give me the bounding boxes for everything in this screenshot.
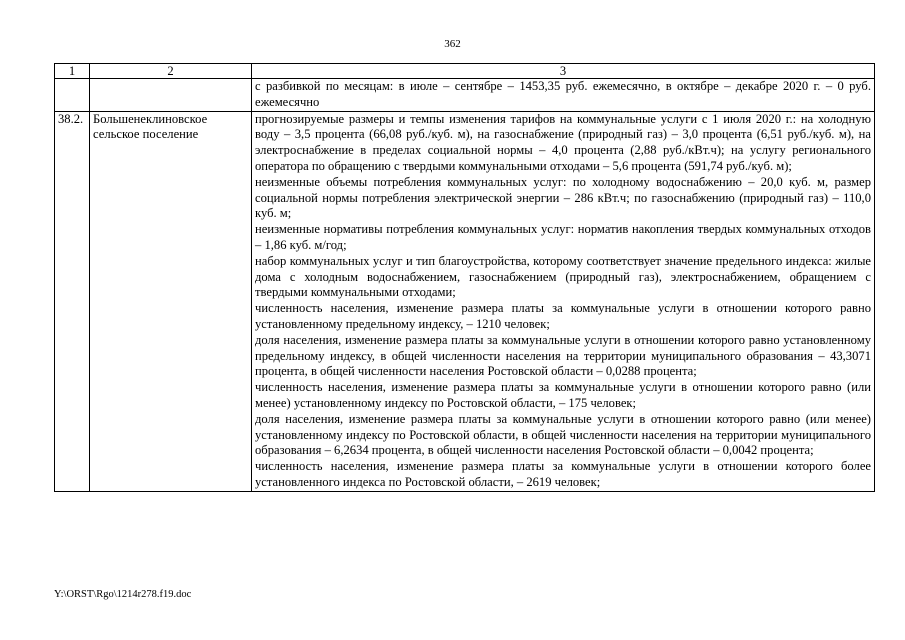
page-number: 362	[444, 38, 461, 50]
table-row-38-2	[55, 111, 875, 491]
column-header-1: 1	[55, 64, 90, 79]
parameter-paragraph: численность населения, изменение размера платы за коммунальные услуги в отношении которого более установленного индекса по Ростовской области, – 2619 человек;	[255, 459, 871, 489]
parameter-paragraph: численность населения, изменение размера платы за коммунальные услуги в отношении которого равно (или менее) установленному индексу по Ростовской области, – 175 человек;	[255, 380, 871, 410]
parameter-paragraph: доля населения, изменение размера платы за коммунальные услуги в отношении которого равно установленному предельному индексу, в общей численности населения на территории муниципального образования – 43,3071 процента, в общей численности населения Ростовской области – 0,0288 процента;	[255, 332, 871, 379]
parameters-cell	[252, 111, 875, 491]
row-number-cell: 38.2.	[55, 111, 90, 491]
parameters-cell	[252, 79, 875, 112]
parameter-paragraph: неизменные объемы потребления коммунальных услуг: по холодному водоснабжению – 20,0 куб. м, размер социальной нормы потребления электрической энергии – 286 кВт.ч; по газоснабжению (природный газ) – 110,0 куб. м;	[255, 174, 871, 221]
column-header-2: 2	[90, 64, 252, 79]
settlement-name-cell	[90, 111, 252, 491]
document-file-path: Y:\ORST\Rgo\1214r278.f19.doc	[54, 589, 192, 600]
parameter-paragraph: неизменные нормативы потребления коммунальных услуг: норматив накопления твердых коммунальных отходов – 1,86 куб. м/год;	[255, 222, 871, 252]
table-header-row	[55, 64, 875, 79]
column-header-3: 3	[252, 64, 875, 79]
parameter-paragraph: набор коммунальных услуг и тип благоустройства, которому соответствует значение предельного индекса: жилые дома с холодным водоснабжением, газоснабжением (природный газ), электроснабжением, обращением с твердыми коммунальными отходами;	[255, 253, 871, 300]
parameter-paragraph: с разбивкой по месяцам: в июле – сентябре – 1453,35 руб. ежемесячно, в октябре – декабре 2020 г. – 0 руб. ежемесячно	[255, 79, 871, 109]
settlement-name: Большенеклиновское сельское поселение	[93, 111, 208, 142]
tariff-table	[54, 63, 875, 492]
parameter-paragraph: численность населения, изменение размера платы за коммунальные услуги в отношении которого равно установленному предельному индексу, – 1210 человек;	[255, 301, 871, 331]
row-number-cell	[55, 79, 90, 112]
table-row-continuation	[55, 79, 875, 112]
parameter-paragraph: доля населения, изменение размера платы за коммунальные услуги в отношении которого равно (или менее) установленному индексу по Ростовской области, в общей численности населения на территории муниципального образования – 6,2634 процента, в общей численности населения Ростовской области – 0,0042 процента;	[255, 411, 871, 458]
settlement-name-cell	[90, 79, 252, 112]
parameter-paragraph: прогнозируемые размеры и темпы изменения тарифов на коммунальные услуги с 1 июля 2020 г.: на холодную воду – 3,5 процента (66,08 руб./куб. м), на газоснабжение (природный газ) – 3,0 процента (6,51 руб./куб. м), на электроснабжение в пределах социальной нормы – 4,0 процента (2,88 руб./кВт.ч); на услугу регионального оператора по обращению с твердыми коммунальными отходами – 5,6 процента (591,74 руб./куб. м);	[255, 111, 871, 173]
